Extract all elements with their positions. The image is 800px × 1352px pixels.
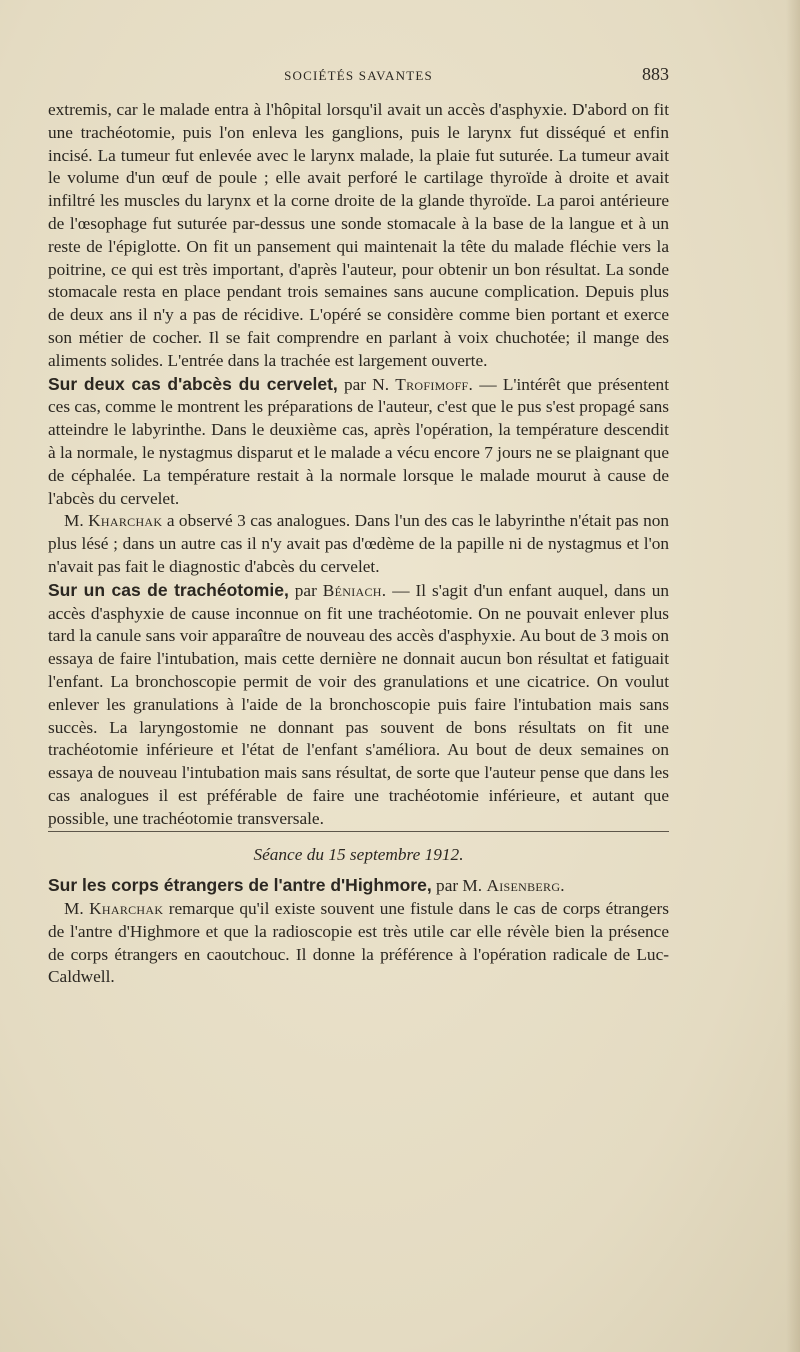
section-heading: Sur deux cas d'abcès du cervelet,	[48, 373, 338, 394]
section-divider	[48, 831, 669, 832]
paragraph-kharchak-comment	[48, 510, 669, 578]
section-beniach	[48, 579, 669, 831]
section-trofimoff	[48, 373, 669, 511]
author-name: Béniach.	[322, 580, 387, 600]
body-text	[48, 99, 669, 989]
by-label: par	[294, 580, 317, 600]
honorific: M.	[64, 899, 84, 919]
running-title: SOCIÉTÉS SAVANTES	[284, 68, 433, 83]
paragraph-kharchak-remark	[48, 898, 669, 989]
section-heading: Sur un cas de trachéotomie,	[48, 579, 289, 600]
running-header	[48, 64, 669, 88]
author-name: Kharchak	[89, 899, 164, 919]
session-title: Séance du 15 septembre 1912.	[253, 844, 464, 864]
section-heading: Sur les corps étrangers de l'antre d'Highmore,	[48, 875, 432, 896]
honorific: M.	[64, 511, 84, 531]
by-label: par M.	[436, 876, 483, 896]
author-name: Kharchak	[88, 511, 163, 531]
paragraph-continuation: extremis, car le malade entra à l'hôpital lorsqu'il avait un accès d'asphyxie. D'abord on fit une trachéotomie, puis l'on enleva les ganglions, puis le larynx fut disséqué et enfin incisé. La tumeur fut enlevée avec le larynx malade, la plaie fut suturée. La tumeur avait le volume d'un œuf de poule ; elle avait perforé le cartilage thyroïde à droite et avait infiltré les muscles du larynx et la corne droite de la glande thyroïde. La paroi antérieure de l'œsophage fut suturée par-dessus une sonde stomacale à la base de la langue et à un reste de l'épiglotte. On fit un pansement qui maintenait la tête du malade fléchie vers la poitrine, ce qui est très important, d'après l'auteur, pour obtenir un bon résultat. La sonde stomacale resta en place pendant trois semaines sans aucune complication. Depuis plus de deux ans il n'y a pas de récidive. L'opéré se considère comme bien portant et exerce son métier de cocher. Il se fait comprendre en parlant à voix chuchotée; il mange des aliments solides. L'entrée dans la trachée est largement ouverte.	[48, 100, 669, 370]
comment-text: a observé 3 cas analogues. Dans l'un des cas le labyrinthe n'était pas non plus lésé ; dans un autre cas il n'y avait pas d'œdème de la papille ni de nystagmus et l'on n'avait pas fait le diagnostic d'abcès du cervelet.	[48, 511, 669, 576]
remark-text: remarque qu'il existe souvent une fistule dans le cas de corps étrangers de l'antre d'Highmore et que la radioscopie est très utile car elle révèle bien la présence de corps étrangers en caoutchouc. Il donne la préférence à l'opération radicale de Luc-Caldwell.	[48, 899, 670, 987]
section-text: — Il s'agit d'un enfant auquel, dans un accès d'asphyxie de cause inconnue on fit une trachéotomie. On ne pouvait enlever plus tard la canule sans voir apparaître de nouveau des accès d'asphyxie. Au bout de 3 mois on essaya de faire l'intubation, mais cette dernière ne donnait aucun bon résultat et fatiguait l'enfant. La bronchoscopie permit de voir des granulations et une cicatrice. On voulut enlever les granulations à l'aide de la bronchoscopie puis faire l'intubation mais sans succès. La laryngostomie ne donnant pas souvent de bons résultats on fit une trachéotomie inférieure et l'état de l'enfant s'améliora. Au bout de deux semaines on essaya de nouveau l'intubation mais sans résultat, de sorte que l'auteur pense que dans les cas analogues il est préférable de faire une trachéotomie inférieure, et autant que possible, une trachéotomie transversale.	[48, 580, 669, 828]
section-text: — L'intérêt que présentent ces cas, comme le montrent les préparations de l'auteur, c'est que le pus s'est propagé sans atteindre le labyrinthe. Dans le deuxième cas, après l'opération, la température descendit à la normale, le nystagmus disparut et le malade a vécu encore 7 jours ne se plaignant que de céphalée. La température restait à la normale lorsque le malade mourut à cause de l'abcès du cervelet.	[48, 374, 669, 508]
author-name: Trofimoff.	[395, 374, 474, 394]
section-aisenberg	[48, 874, 669, 898]
page-number: 883	[642, 64, 669, 84]
by-label: par N.	[343, 374, 390, 394]
author-name: Aisenberg.	[486, 876, 565, 896]
